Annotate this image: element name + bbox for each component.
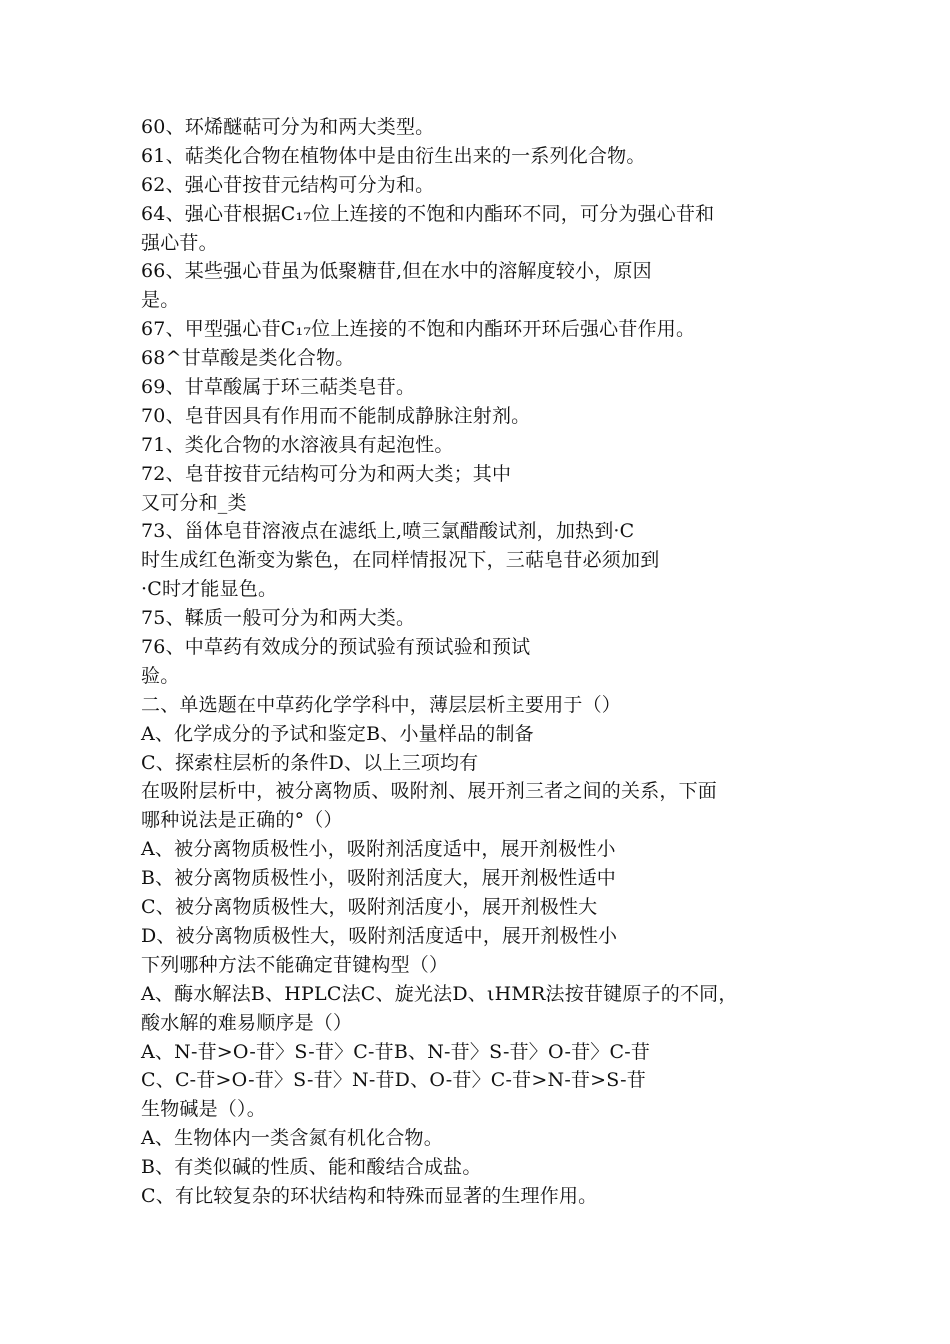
text-line: 75、鞣质一般可分为和两大类。 [141,607,416,630]
text-line: 66、某些强心苷虽为低聚糖苷,但在水中的溶解度较小，原因 [141,260,652,283]
document-body [141,113,831,1211]
text-line: C、有比较复杂的环状结构和特殊而显著的生理作用。 [141,1184,598,1207]
text-line: C、探索柱层析的条件D、以上三项均有 [141,751,479,774]
text-line: B、被分离物质极性小，吸附剂活度大，展开剂极性适中 [141,867,616,890]
text-line: 二、单选题在中草药化学学科中，薄层层析主要用于（） [141,693,622,716]
text-line: C、被分离物质极性大，吸附剂活度小，展开剂极性大 [141,896,598,919]
text-line: A、化学成分的予试和鉴定B、小量样品的制备 [141,722,534,745]
text-line: 67、甲型强心苷C₁₇位上连接的不饱和内酯环开环后强心苷作用。 [141,318,696,341]
text-line: 73、甾体皂苷溶液点在滤纸上,喷三氯醋酸试剂，加热到·C [141,520,635,543]
text-line: 哪种说法是正确的°（） [141,809,343,832]
text-line: ·C时才能显色。 [141,578,278,601]
text-line: 又可分和_类 [141,491,247,514]
text-line: 时生成红色渐变为紫色，在同样情报况下，三萜皂苷必须加到 [141,549,660,572]
text-line: 68^甘草酸是类化合物。 [141,347,355,370]
text-line: 下列哪种方法不能确定苷键构型（） [141,953,449,976]
text-line: D、被分离物质极性大，吸附剂活度适中，展开剂极性小 [141,924,618,947]
text-line: 生物碱是（）。 [141,1098,266,1121]
text-line: 61、萜类化合物在植物体中是由衍生出来的一系列化合物。 [141,144,646,167]
text-line: B、有类似碱的性质、能和酸结合成盐。 [141,1156,482,1179]
text-line: A、N-苷>O-苷〉S-苷〉C-苷B、N-苷〉S-苷〉O-苷〉C-苷 [141,1040,651,1063]
text-line: A、被分离物质极性小，吸附剂活度适中，展开剂极性小 [141,838,616,861]
text-line: 71、类化合物的水溶液具有起泡性。 [141,433,454,456]
text-line: 酸水解的难易顺序是（） [141,1011,353,1034]
text-line: 强心苷。 [141,231,218,254]
text-line: 70、皂苷因具有作用而不能制成静脉注射剂。 [141,404,531,427]
text-line: 64、强心苷根据C₁₇位上连接的不饱和内酯环不同，可分为强心苷和 [141,202,715,225]
text-line: A、生物体内一类含氮有机化合物。 [141,1127,443,1150]
text-line: 72、皂苷按苷元结构可分为和两大类；其中 [141,462,512,485]
text-line: 76、中草药有效成分的预试验有预试验和预试 [141,636,531,659]
text-line: 62、强心苷按苷元结构可分为和。 [141,173,435,196]
text-line: 是。 [141,289,180,312]
text-line: 验。 [141,664,180,687]
text-line: 在吸附层析中，被分离物质、吸附剂、展开剂三者之间的关系，下面 [141,780,718,803]
text-line: C、C-苷>O-苷〉S-苷〉N-苷D、O-苷〉C-苷>N-苷>S-苷 [141,1069,646,1092]
text-line: 60、环烯醚萜可分为和两大类型。 [141,116,435,138]
text-line: 69、甘草酸属于环三萜类皂苷。 [141,376,416,399]
text-line: A、酶水解法B、HPLC法C、旋光法D、ιHMR法按苷键原子的不同， [141,982,738,1005]
